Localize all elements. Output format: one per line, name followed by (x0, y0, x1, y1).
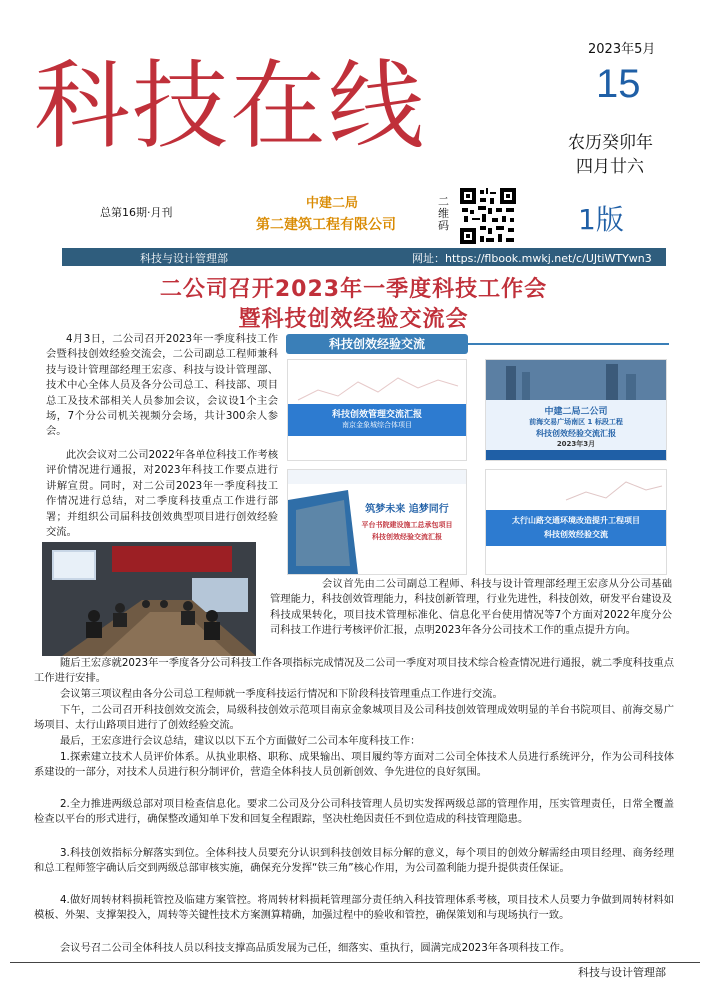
paragraph-point-3: 3.科技创效指标分解落实到位。全体科技人员要充分认识到科技创效目标分解的意义，每个项目的创效分解需经由项目经理、商务经理和总工程师签字确认后交到两级总部审核实施，确保充分发挥“铁三角”核心作用，为公司盈利能力提升提供责任保证。 (34, 847, 674, 875)
department-label: 科技与设计管理部 (140, 252, 228, 265)
slide-4-title: 科技创效经验交流 (544, 530, 608, 539)
paragraph-point-4: 4.做好周转材料损耗管控及临建方案管控。将周转材料损耗管理部分责任纳入科技管理体系考核，项目技术人员要力争做到周转材料如模板、外架、支撑架投入，周转等关键性技术方案测算精确，加强过程中的验收和管控，确保策划和与现场执行一致。 (34, 894, 674, 922)
lunar-date: 四月廿六 (576, 157, 644, 177)
slide-3-project: 平台书院建设施工总承包项目 (361, 521, 453, 529)
meeting-photo (42, 542, 256, 656)
paragraph-afternoon: 下午，二公司召开科技创效交流会，局级科技创效示范项目南京金象城项目及公司科技创效管理成效明显的羊台书院项目、前海交易广场项目、太行山路项目进行了创效经验交流。 (34, 704, 674, 732)
lunar-year: 农历癸卯年 (568, 133, 653, 153)
slide-2-title: 科技创效经验交流汇报 (536, 429, 616, 438)
masthead-title: 科技在线 (34, 50, 426, 162)
paragraph-closing: 会议号召二公司全体科技人员以科技支撑高品质发展为己任，细落实、重执行，圆满完成2023年各项科技工作。 (60, 942, 571, 954)
section-tag: 科技创效经验交流 (286, 334, 468, 354)
meeting-photo-icon (42, 542, 256, 656)
slide-4-project: 太行山路交通环境改造提升工程项目 (512, 516, 640, 525)
paragraph-intro: 4月3日，二公司召开2023年一季度科技工作会暨科技创效经验交流会，二公司副总工程师兼科技与设计管理部经理王宏彦、科技与设计管理部、技术中心全体人员及各分公司总工、科技部、项目总工及技术部相关人员参加会议，会议设1个主会场，7个分公司机关视频分会场，共计300余人参会。 (46, 333, 278, 438)
publisher-bureau: 中建二局 (306, 196, 359, 211)
paragraph-report: 此次会议对二公司2022年各单位科技工作考核评价情况进行通报，对2023年科技工作要点进行讲解宣贯。同时，对二公司2023年一季度科技工作情况进行总结，对二季度科技重点工作进行部署；并组织公司届科技创效典型项目进行创效经验交流。 (46, 449, 278, 539)
footer-department: 科技与设计管理部 (578, 966, 666, 979)
paragraph-progress: 随后王宏彦就2023年一季度各分公司科技工作各项指标完成情况及二公司一季度对项目技术综合检查情况进行通报，就二季度科技重点工作进行安排。 (34, 657, 674, 685)
slide-2-org: 中建二局二公司 (544, 407, 608, 417)
issue-day: 15 (596, 62, 641, 106)
issue-number: 总第16期·月刊 (100, 206, 173, 219)
slide-thumbnail-3 (288, 470, 466, 574)
qr-code-icon[interactable] (460, 188, 516, 244)
slide-thumbnail-1 (288, 360, 466, 460)
paragraph-agenda-three: 会议第三项议程由各分公司总工程师就一季度科技运行情况和下阶段科技管理重点工作进行交流。 (60, 688, 503, 700)
publisher-company: 第二建筑工程有限公司 (256, 217, 396, 233)
website-link[interactable]: 网址：https://flbook.mwkj.net/c/UJtiWTYwn3 (412, 252, 652, 265)
section-divider (464, 343, 669, 345)
paragraph-point-1: 1.探索建立技术人员评价体系。从执业职格、职称、成果输出、项目履约等方面对二公司全体技术人员进行系统评分，作为公司科技体系建设的一部分，对技术人员进行积分制评价，营造全体科技人员创新创效、争先进位的良好氛围。 (34, 751, 674, 779)
header-band (62, 248, 666, 266)
issue-date: 2023年5月 (588, 42, 656, 57)
slide-thumbnail-4 (486, 470, 666, 574)
footer-divider (10, 962, 700, 963)
slide-3-title: 科技创效经验交流汇报 (372, 533, 442, 541)
slide-1-subtitle: 南京金象城综合体项目 (342, 421, 412, 429)
headline-line-1: 二公司召开2023年一季度科技工作会 (159, 277, 548, 302)
edition-label: 1版 (578, 203, 624, 236)
slide-thumbnail-2 (486, 360, 666, 460)
paragraph-opening-report: 会议首先由二公司副总工程师、科技与设计管理部经理王宏彦从分公司基础管理能力，科技创效管理能力，科技创新管理，行业先进性，科技创效，研发平台建设及科技成果转化，项目技术管理标准化、信息化平台使用情况等7个方面对2022年度分公司科技工作进行考核评价汇报，点明2023年各分公司技术工作的重点提升方向。 (270, 578, 672, 637)
qr-label: 二维码 (438, 195, 449, 232)
paragraph-summary: 最后，王宏彦进行会议总结，建议以以下五个方面做好二公司本年度科技工作： (60, 735, 421, 747)
slide-3-slogan: 筑梦未来 追梦同行 (365, 504, 449, 515)
slide-2-date: 2023年3月 (556, 440, 596, 448)
headline-line-2: 暨科技创效经验交流会 (238, 307, 469, 332)
slide-1-title: 科技创效管理交流汇报 (331, 410, 422, 420)
slide-2-project: 前海交易广场南区 1 标段工程 (529, 418, 623, 426)
paragraph-point-2: 2.全力推进两级总部对项目检查信息化。要求二公司及分公司科技管理人员切实发挥两级总部的管理作用，压实管理责任，日常全覆盖检查以平台的形式进行，确保整改通知单下发和回复全程跟踪，坚决杜绝因责任不到位造成的科技管理隐患。 (34, 798, 674, 826)
